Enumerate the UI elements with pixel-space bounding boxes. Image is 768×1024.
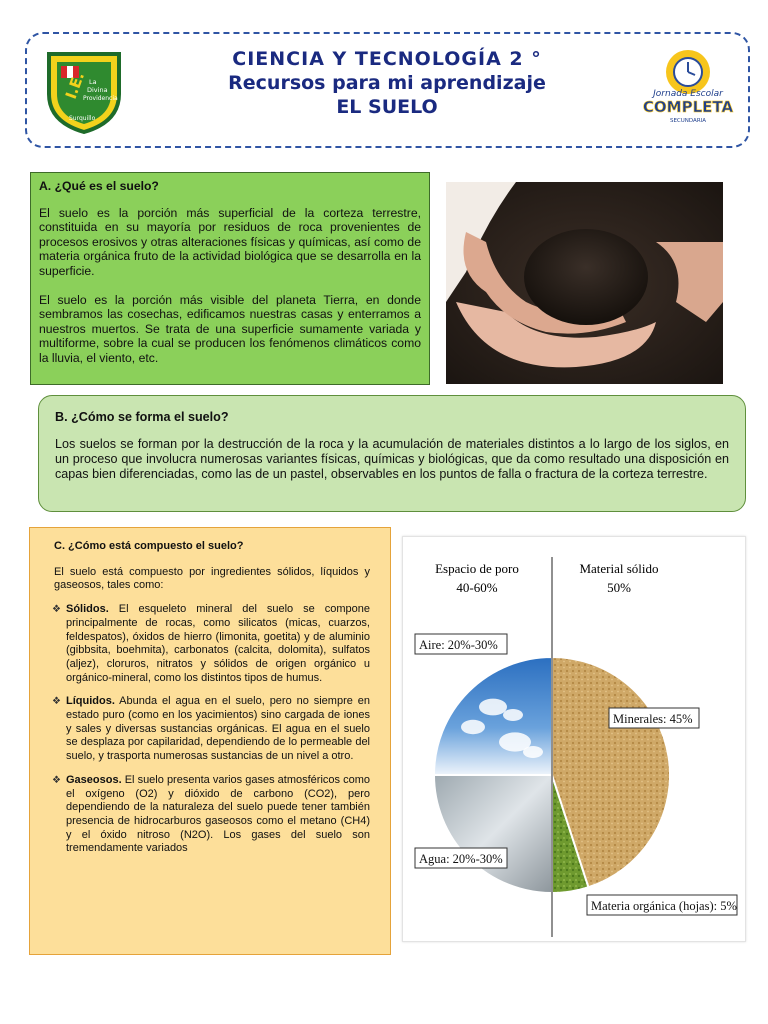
section-b-heading: B. ¿Cómo se forma el suelo? (55, 410, 229, 424)
soil-composition-chart (402, 536, 746, 942)
diamond-bullet-icon: ❖ (52, 604, 61, 616)
item-lead: Sólidos. (66, 603, 109, 616)
diamond-bullet-icon: ❖ (52, 774, 61, 786)
svg-text:I.E.: I.E. (61, 69, 89, 102)
svg-text:COMPLETA: COMPLETA (642, 98, 734, 116)
cloud-decoration (461, 720, 485, 734)
svg-text:Divina: Divina (87, 86, 108, 94)
soil-pile (524, 229, 648, 325)
header-banner (25, 32, 750, 148)
right-value: 50% (607, 580, 631, 595)
svg-text:La: La (89, 78, 97, 86)
svg-text:Jornada Escolar: Jornada Escolar (653, 89, 723, 99)
page-title: CIENCIA Y TECNOLOGÍA 2 ° (232, 48, 542, 70)
school-shield-logo (45, 48, 123, 134)
section-a-paragraph-1: El suelo es la porción más superficial de la corteza terrestre, constituida en su mayoría por residuos de roca provenientes de procesos erosivos y otras alteraciones físicas y químicas, así como de materia orgánica fruto de la actividad biológica que se desarrolla en la superficie. (39, 205, 421, 278)
item-text: El suelo presenta varios gases atmosféricos como el oxígeno (O2) y dióxido de carbono (CO2), pero dependiendo de la naturaleza del suelo puede tener también presencia de hidrocarburos gaseosos como el metano (CH4) y el óxido nitroso (N2O). Los gases del suelo son tremendamente variados (66, 773, 370, 855)
section-b-paragraph: Los suelos se forman por la destrucción de la roca y la acumulación de materiales distintos a lo largo de los siglos, en un proceso que involucra numerosas variantes físicas, químicas y biológicas, que da como resultado una disposición en capas bien diferenciadas, como las de un pastel, observables en los puntos de falla o fractura de la corteza terrestre. (55, 437, 729, 481)
page-topic: EL SUELO (336, 96, 438, 118)
section-c-heading: C. ¿Cómo está compuesto el suelo? (54, 540, 244, 552)
pie-chart-svg (403, 537, 747, 943)
item-lead: Líquidos. (66, 695, 115, 708)
list-item-gaseosos (54, 774, 370, 856)
diamond-bullet-icon: ❖ (52, 696, 61, 708)
slice-label: Materia orgánica (hojas): 5% (591, 899, 737, 913)
page-subtitle: Recursos para mi aprendizaje (228, 72, 546, 94)
item-text: El esqueleto mineral del suelo se compone principalmente de rocas, como silicatos (micas, cuarzos, feldespatos), óxidos de hierro (limonita, goetita) y de aluminio (gibbsita, boehmita), carbonatos (calcita, dolomita), sulfatos (aljez), cloruros, nitratos y sólidos de origen orgánico u orgánico-mineral, como los distintos tipos de humus. (66, 603, 370, 684)
svg-text:Providencia: Providencia (83, 95, 118, 102)
svg-text:SECUNDARIA: SECUNDARIA (669, 118, 707, 124)
item-text: Abunda el agua en el suelo, pero no siempre en estado puro (como en los yacimientos) sino cargada de iones y sales y diversas sustancias orgánicas. El agua en el suelo se desplaza por capilaridad, dependiendo de lo permeable del suelo, y trasporta numerosas sustancias de un nivel a otro. (66, 695, 370, 763)
list-item-solidos (54, 603, 370, 685)
slice-label: Agua: 20%-30% (419, 852, 503, 866)
section-c-box (29, 527, 391, 955)
slice-label: Aire: 20%-30% (419, 638, 498, 652)
left-heading: Espacio de poro (435, 561, 519, 576)
right-heading: Material sólido (579, 561, 659, 576)
sun-icon (666, 50, 710, 94)
pie-slice-agua (434, 775, 552, 893)
soil-in-hands-photo (446, 182, 723, 384)
left-value: 40-60% (456, 580, 498, 595)
list-item-liquidos (54, 695, 370, 764)
section-a-heading: A. ¿Qué es el suelo? (39, 179, 159, 193)
section-b-box (38, 395, 746, 512)
item-lead: Gaseosos. (66, 773, 122, 786)
cloud-decoration (479, 699, 507, 716)
cloud-decoration (503, 709, 523, 721)
jornada-escolar-logo (640, 44, 736, 134)
svg-text:Surquillo: Surquillo (69, 115, 96, 122)
section-a-paragraph-2: El suelo es la porción más visible del planeta Tierra, en donde sembramos las cosechas, edificamos nuestras casas y enterramos a nuestros muertos. Se trata de una superficie sumamente variada y multiforme, sobre la cual se producen los fenómenos climáticos como la lluvia, el viento, etc. (39, 292, 421, 365)
section-c-intro: El suelo está compuesto por ingredientes sólidos, líquidos y gaseosos, tales como: (54, 565, 370, 592)
slice-label: Minerales: 45% (613, 712, 693, 726)
cloud-decoration (523, 746, 543, 758)
section-a-box (30, 172, 430, 385)
